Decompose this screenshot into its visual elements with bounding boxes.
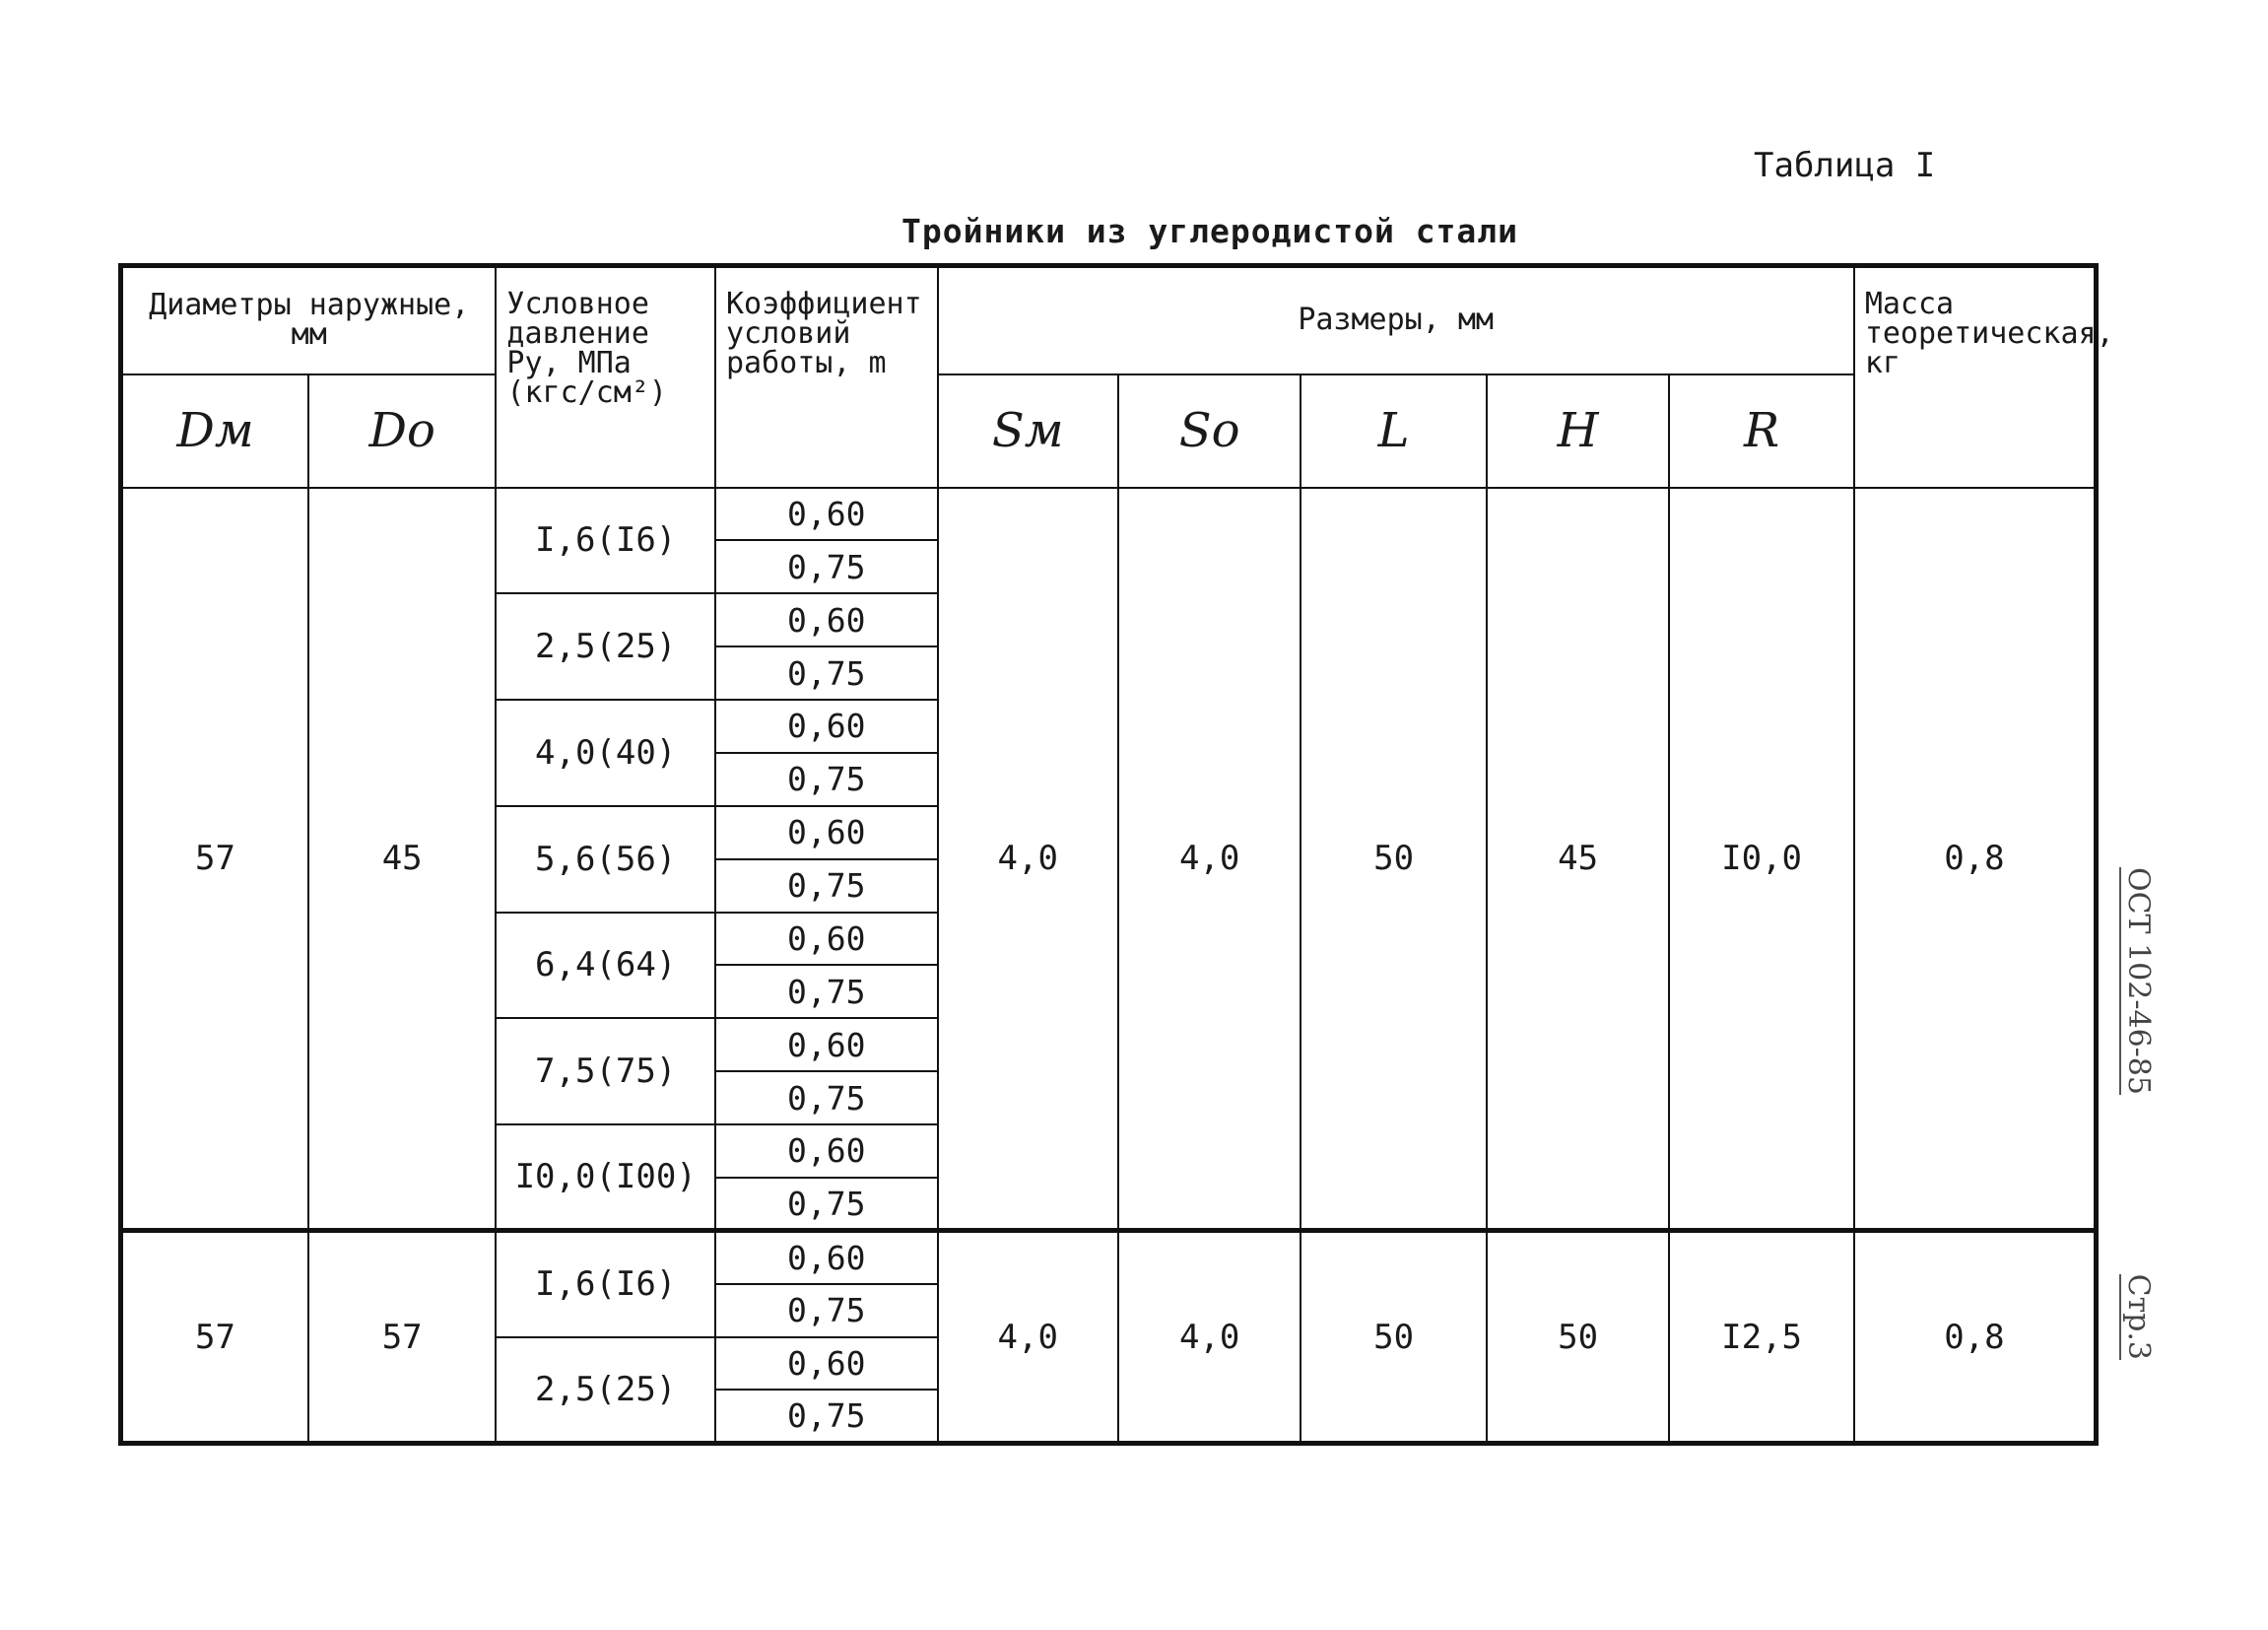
mass-cell: 0,8: [1854, 488, 2097, 1231]
coefficient-cell: 0,60: [715, 488, 938, 541]
header-s-outlet: Sо: [1118, 374, 1301, 488]
header-r: R: [1669, 374, 1854, 488]
coefficient-cell: 0,75: [715, 1178, 938, 1231]
coefficient-cell: 0,60: [715, 700, 938, 753]
header-s-main: Sм: [938, 374, 1118, 488]
pressure-cell: 2,5(25): [496, 593, 715, 700]
d-main-cell: 57: [121, 1231, 308, 1444]
pressure-cell: 7,5(75): [496, 1018, 715, 1124]
pressure-cell: 4,0(40): [496, 700, 715, 806]
h-cell: 50: [1487, 1231, 1669, 1444]
pressure-cell: I0,0(I00): [496, 1124, 715, 1231]
pressure-cell: 6,4(64): [496, 913, 715, 1019]
coefficient-cell: 0,60: [715, 806, 938, 859]
h-cell: 45: [1487, 488, 1669, 1231]
d-main-cell: 57: [121, 488, 308, 1231]
coefficient-cell: 0,60: [715, 1124, 938, 1178]
coefficient-cell: 0,60: [715, 593, 938, 646]
header-d-outlet: Dо: [308, 374, 496, 488]
tees-table: [118, 263, 2114, 1446]
s-outlet-cell: 4,0: [1118, 488, 1301, 1231]
coefficient-cell: 0,75: [715, 1071, 938, 1124]
header-dimensions: Размеры, мм: [938, 266, 1854, 374]
coefficient-cell: 0,75: [715, 646, 938, 700]
table-number-label: Таблица I: [1754, 146, 1936, 185]
table-body: [121, 488, 2097, 1444]
pressure-cell: 2,5(25): [496, 1337, 715, 1444]
mass-cell: 0,8: [1854, 1231, 2097, 1444]
coefficient-cell: 0,75: [715, 1390, 938, 1443]
pressure-cell: 5,6(56): [496, 806, 715, 913]
l-cell: 50: [1301, 488, 1486, 1231]
header-h: H: [1487, 374, 1669, 488]
pressure-cell: I,6(I6): [496, 1231, 715, 1337]
coefficient-cell: 0,75: [715, 540, 938, 593]
r-cell: I0,0: [1669, 488, 1854, 1231]
r-cell: I2,5: [1669, 1231, 1854, 1444]
coefficient-cell: 0,75: [715, 753, 938, 806]
l-cell: 50: [1301, 1231, 1486, 1444]
coefficient-cell: 0,60: [715, 1337, 938, 1391]
s-main-cell: 4,0: [938, 1231, 1118, 1444]
header-l: L: [1301, 374, 1486, 488]
d-outlet-cell: 45: [308, 488, 496, 1231]
header-mass: Масса теоретическая, кг: [1854, 266, 2097, 488]
side-document-stamp: [2113, 867, 2163, 1360]
s-outlet-cell: 4,0: [1118, 1231, 1301, 1444]
coefficient-cell: 0,60: [715, 1231, 938, 1284]
table-title: Тройники из углеродистой стали: [901, 212, 1519, 250]
coefficient-cell: 0,75: [715, 965, 938, 1018]
coefficient-cell: 0,60: [715, 1018, 938, 1071]
pressure-cell: I,6(I6): [496, 488, 715, 594]
header-coefficient: Коэффициент условий работы, m: [715, 266, 938, 488]
d-outlet-cell: 57: [308, 1231, 496, 1444]
header-d-main: Dм: [121, 374, 308, 488]
header-pressure: Условное давление Pу, МПа (кгс/см²): [496, 266, 715, 488]
coefficient-cell: 0,60: [715, 913, 938, 966]
coefficient-cell: 0,75: [715, 1284, 938, 1337]
s-main-cell: 4,0: [938, 488, 1118, 1231]
coefficient-cell: 0,75: [715, 859, 938, 913]
page-number: Стр.3: [2121, 1273, 2157, 1360]
table-row: [121, 1231, 2097, 1284]
document-code: ОСТ 102-46-85: [2121, 867, 2157, 1095]
table-row: [121, 488, 2097, 541]
header-diameters: Диаметры наружные, мм: [121, 266, 497, 374]
